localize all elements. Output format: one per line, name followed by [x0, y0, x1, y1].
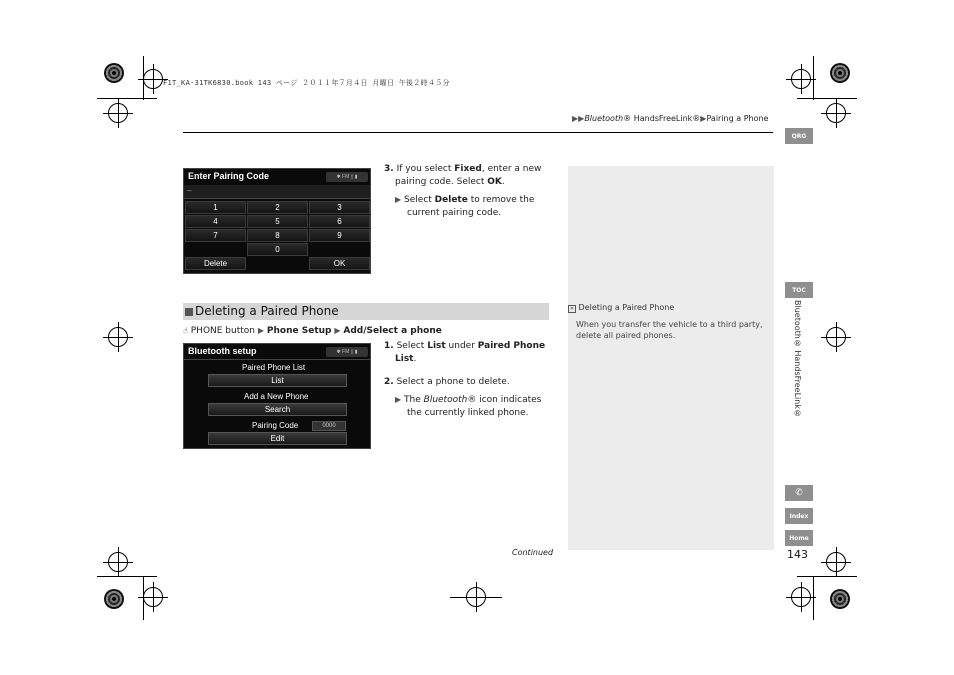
arrow-icon: ▶	[395, 195, 402, 204]
list-button[interactable]: List	[208, 374, 347, 387]
hand-icon: ☝	[183, 326, 188, 335]
key-1[interactable]: 1	[185, 201, 246, 214]
registration-target-icon	[830, 63, 850, 83]
registration-target-icon	[104, 63, 124, 83]
paired-phone-list-label: Paired Phone List	[242, 363, 306, 372]
status-indicator: ✱ FM ▯ ▮	[326, 347, 368, 357]
registration-target-icon	[104, 589, 124, 609]
code-entry-value: –	[187, 186, 192, 195]
code-entry	[184, 185, 370, 199]
pairing-code-screen	[183, 168, 371, 274]
tab-qrg[interactable]: QRG	[785, 128, 813, 144]
registration-target-icon	[830, 589, 850, 609]
nav-path: ☝ PHONE button ▶ Phone Setup ▶ Add/Select a phone	[183, 326, 442, 336]
tab-toc[interactable]: TOC	[785, 282, 813, 298]
step-number: 3.	[384, 164, 394, 174]
edit-button[interactable]: Edit	[208, 432, 347, 445]
note-body: When you transfer the vehicle to a third party, delete all paired phones.	[576, 320, 763, 340]
key-3[interactable]: 3	[309, 201, 370, 214]
section-title: Deleting a Paired Phone	[195, 304, 339, 318]
crosshair-icon	[108, 327, 128, 347]
bluetooth-setup-screen	[183, 343, 371, 449]
breadcrumb-item[interactable]: Bluetooth	[584, 114, 624, 123]
tab-phone[interactable]	[785, 485, 813, 501]
crosshair-icon	[826, 103, 846, 123]
ok-button[interactable]: OK	[309, 257, 370, 270]
key-4[interactable]: 4	[185, 215, 246, 228]
header-rule	[183, 132, 773, 133]
section-heading	[183, 303, 549, 320]
key-9[interactable]: 9	[309, 229, 370, 242]
crosshair-icon	[466, 587, 486, 607]
pairing-code-value: 0000	[312, 421, 346, 431]
screen-title: Enter Pairing Code	[188, 171, 270, 181]
arrow-icon: ▶	[700, 114, 707, 123]
tab-home[interactable]: Home	[785, 530, 813, 546]
breadcrumb-item[interactable]: Pairing a Phone	[706, 114, 769, 123]
crosshair-icon	[791, 587, 811, 607]
crosshair-icon	[791, 69, 811, 89]
breadcrumb-item-suffix[interactable]: ® HandsFreeLink®	[623, 114, 701, 123]
key-7[interactable]: 7	[185, 229, 246, 242]
arrow-icon: ▶	[334, 326, 341, 335]
continued-label: Continued	[512, 548, 554, 557]
crosshair-icon	[143, 69, 163, 89]
arrow-icon: ▶	[257, 326, 265, 335]
arrow-icon: ▶▶	[572, 114, 585, 123]
key-5[interactable]: 5	[247, 215, 308, 228]
crosshair-icon	[108, 103, 128, 123]
status-indicator: ✱ FM ▯ ▮	[326, 172, 368, 182]
key-6[interactable]: 6	[309, 215, 370, 228]
crosshair-icon	[826, 327, 846, 347]
screen-title: Bluetooth setup	[188, 346, 257, 356]
step-2: 2. Select a phone to delete. ▶ The Bluetooth® icon indicates the currently linked phone.	[384, 377, 542, 418]
pairing-code-label: Pairing Code	[252, 421, 299, 430]
crosshair-icon	[143, 587, 163, 607]
file-info: F1T_KA-31TK6830.book 143 ページ ２０１１年７月４日 月曜日 午後２時４５分	[163, 79, 450, 87]
arrow-icon: ▶	[395, 395, 402, 404]
page-number: 143	[787, 548, 808, 561]
key-8[interactable]: 8	[247, 229, 308, 242]
step-1: 1. Select List under Paired Phone List.	[384, 341, 546, 364]
search-button[interactable]: Search	[208, 403, 347, 416]
crosshair-icon	[108, 552, 128, 572]
key-0[interactable]: 0	[247, 243, 308, 256]
step-3: 3. If you select Fixed, enter a new pairing code. Select OK. ▶ Select Delete to remove the current pairing code.	[384, 164, 542, 218]
note-panel	[568, 166, 774, 550]
crosshair-icon	[826, 552, 846, 572]
add-new-phone-label: Add a New Phone	[244, 392, 309, 401]
key-2[interactable]: 2	[247, 201, 308, 214]
delete-button[interactable]: Delete	[185, 257, 246, 270]
chapter-label: Bluetooth® HandsFreeLink®	[793, 300, 802, 418]
breadcrumb	[572, 114, 768, 123]
note-heading: » Deleting a Paired Phone	[568, 303, 674, 313]
phone-icon: ✆	[795, 488, 803, 498]
note-icon: »	[568, 305, 576, 313]
tab-index[interactable]: Index	[785, 508, 813, 524]
square-bullet-icon	[185, 308, 193, 316]
